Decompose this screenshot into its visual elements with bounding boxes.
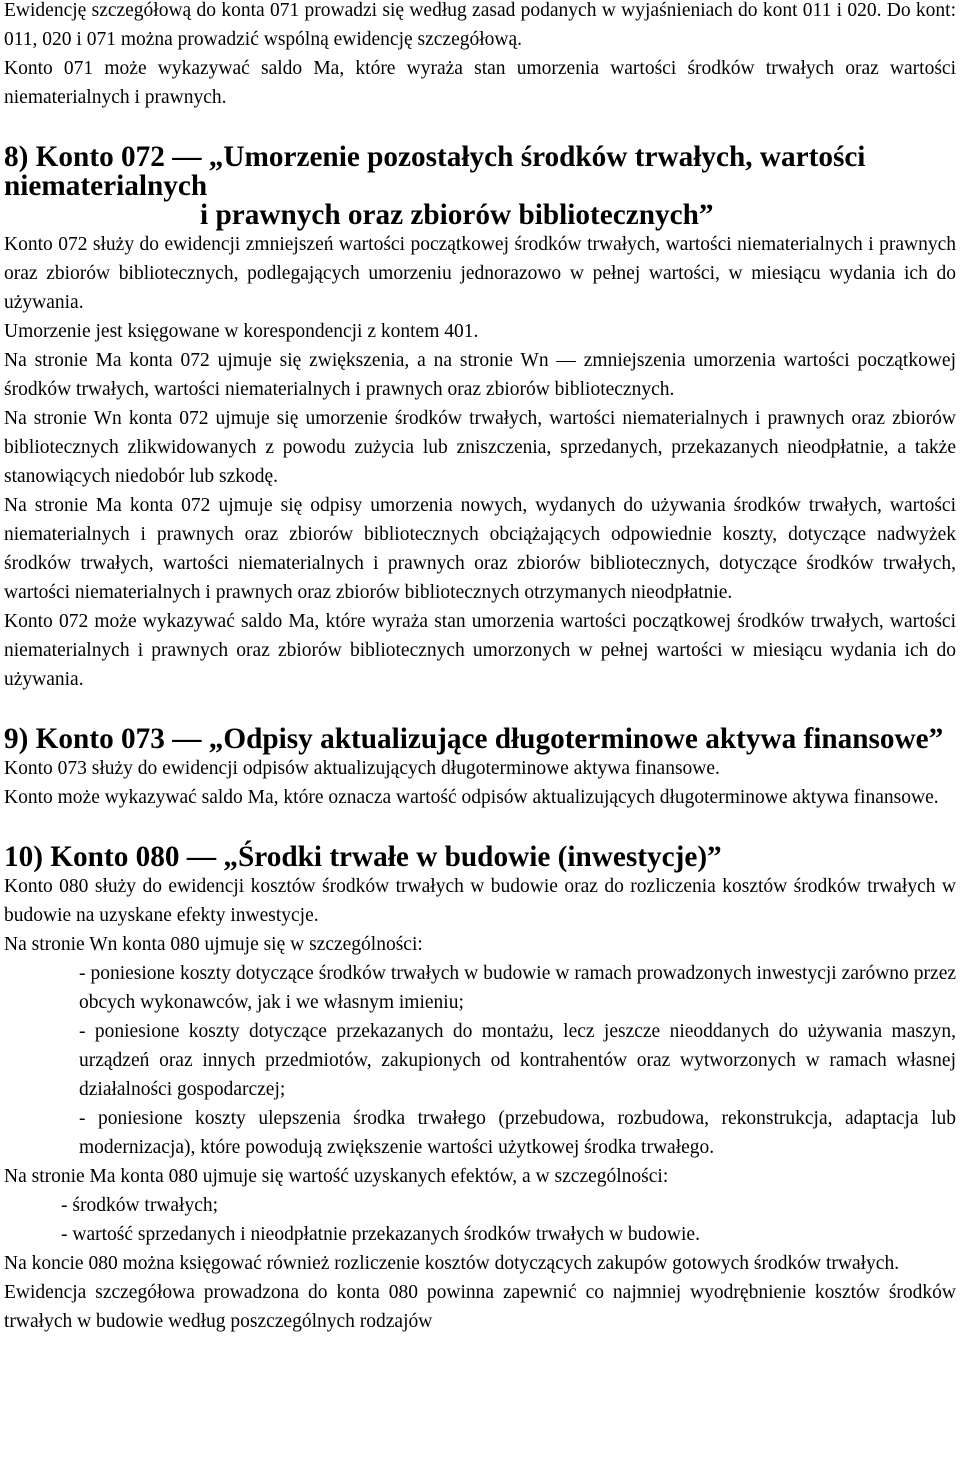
- section-10-wn-list: [4, 959, 956, 1162]
- wn-list-item: - poniesione koszty ulepszenia środka trwałego (przebudowa, rozbudowa, rekonstrukcja, adaptacja lub modernizacja), które powodują zwiększenie wartości użytkowej środka trwałego.: [79, 1108, 956, 1158]
- section-8-paragraph-6: Konto 072 może wykazywać saldo Ma, które wyraża stan umorzenia wartości początkowej środków trwałych, wartości niematerialnych i prawnych oraz zbiorów bibliotecznych umorzonych w pełnej wartości w miesiącu wydania ich do używania.: [4, 611, 956, 690]
- section-8-heading-line-2: i prawnych oraz zbiorów bibliotecznych”: [200, 199, 714, 231]
- section-8-paragraph-1: Konto 072 służy do ewidencji zmniejszeń wartości początkowej środków trwałych, wartości niematerialnych i prawnych oraz zbiorów bibliotecznych, podlegających umorzeniu jednorazowo w pełnej wartości, w miesiącu wydania ich do używania.: [4, 234, 956, 313]
- section-10-wn-lead: Na stronie Wn konta 080 ujmuje się w szczególności:: [4, 934, 423, 955]
- section-9-heading: 9) Konto 073 — „Odpisy aktualizujące długoterminowe aktywa finansowe”: [4, 723, 944, 755]
- section-spacer: [4, 812, 956, 843]
- intro-paragraph-2: Konto 071 może wykazywać saldo Ma, które wyraża stan umorzenia wartości środków trwałych oraz wartości niematerialnych i prawnych.: [4, 58, 956, 108]
- section-spacer: [4, 694, 956, 725]
- section-spacer: [4, 112, 956, 143]
- section-10-intro: Konto 080 służy do ewidencji kosztów środków trwałych w budowie oraz do rozliczenia kosztów środków trwałych w budowie na uzyskane efekty inwestycje.: [4, 876, 956, 926]
- section-10-ma-lead: Na stronie Ma konta 080 ujmuje się wartość uzyskanych efektów, a w szczególności:: [4, 1166, 669, 1187]
- section-8-paragraph-2: Umorzenie jest księgowane w korespondencji z kontem 401.: [4, 321, 479, 342]
- section-8-paragraph-5: Na stronie Ma konta 072 ujmuje się odpisy umorzenia nowych, wydanych do używania środków trwałych, wartości niematerialnych i prawnych oraz zbiorów bibliotecznych obciążających odpowiednie koszty, dotyczące nadwyżek środków trwałych, wartości niematerialnych i prawnych oraz zbiorów bibliotecznych, dotyczące środków trwałych, wartości niematerialnych i prawnych oraz zbiorów bibliotecznych otrzymanych nieodpłatnie.: [4, 495, 956, 603]
- section-8-paragraph-4: Na stronie Wn konta 072 ujmuje się umorzenie środków trwałych, wartości niematerialnych i prawnych oraz zbiorów bibliotecznych zlikwidowanych z powodu zużycia lub zniszczenia, sprzedanych, przekazanych nieodpłatnie, a także stanowiących niedobór lub szkodę.: [4, 408, 956, 487]
- section-9-paragraph-1: Konto 073 służy do ewidencji odpisów aktualizujących długoterminowe aktywa finansowe.: [4, 758, 720, 779]
- section-8-paragraph-3: Na stronie Ma konta 072 ujmuje się zwiększenia, a na stronie Wn — zmniejszenia umorzenia wartości początkowej środków trwałych, wartości niematerialnych i prawnych oraz zbiorów bibliotecznych.: [4, 350, 956, 400]
- ma-list-item: - środków trwałych;: [61, 1195, 219, 1216]
- section-8-heading-line-1: 8) Konto 072 — „Umorzenie pozostałych środków trwałych, wartości niematerialnych: [4, 141, 866, 202]
- wn-list-item: - poniesione koszty dotyczące środków trwałych w budowie w ramach prowadzonych inwestycji zarówno przez obcych wykonawców, jak i we własnym imieniu;: [79, 963, 956, 1013]
- section-10-heading: 10) Konto 080 — „Środki trwałe w budowie (inwestycje)”: [4, 841, 722, 873]
- section-10-closing-1: Na koncie 080 można księgować również rozliczenie kosztów dotyczących zakupów gotowych środków trwałych.: [4, 1253, 900, 1274]
- section-10-closing-2: Ewidencja szczegółowa prowadzona do konta 080 powinna zapewnić co najmniej wyodrębnienie kosztów środków trwałych w budowie według poszczególnych rodzajów: [4, 1282, 956, 1332]
- section-9-paragraph-2: Konto może wykazywać saldo Ma, które oznacza wartość odpisów aktualizujących długoterminowe aktywa finansowe.: [4, 787, 939, 808]
- section-8-heading: [4, 143, 956, 230]
- intro-paragraph-1: Ewidencję szczegółową do konta 071 prowadzi się według zasad podanych w wyjaśnieniach do kont 011 i 020. Do kont: 011, 020 i 071 można prowadzić wspólną ewidencję szczegółową.: [4, 0, 956, 50]
- section-10-ma-list: [4, 1191, 956, 1249]
- ma-list-item: - wartość sprzedanych i nieodpłatnie przekazanych środków trwałych w budowie.: [61, 1224, 700, 1245]
- wn-list-item: - poniesione koszty dotyczące przekazanych do montażu, lecz jeszcze nieoddanych do używania maszyn, urządzeń oraz innych przedmiotów, zakupionych od kontrahentów oraz wytworzonych w ramach własnej działalności gospodarczej;: [79, 1021, 956, 1100]
